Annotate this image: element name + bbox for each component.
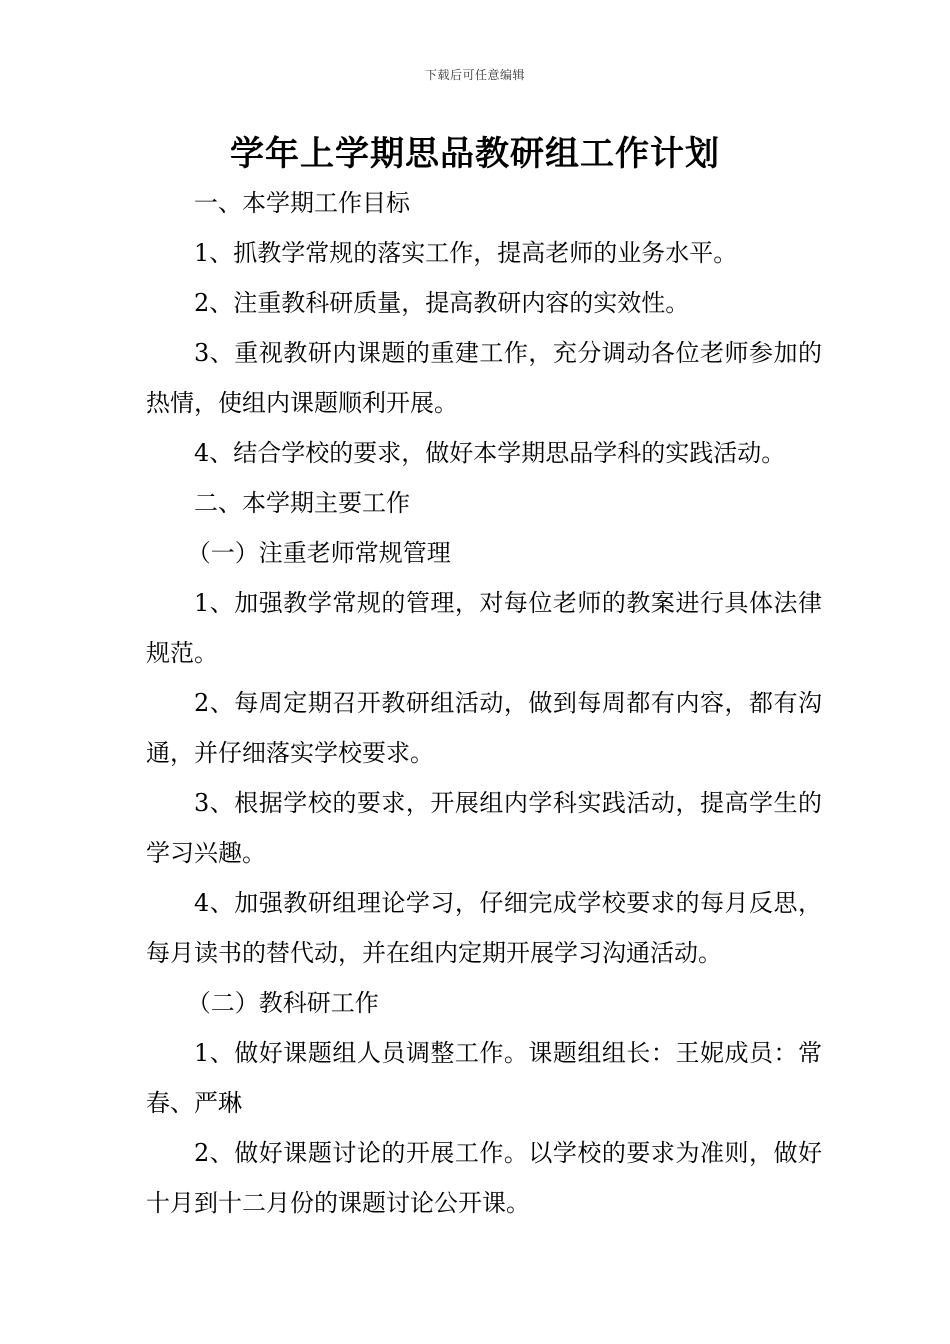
subsection-heading-research: （二）教科研工作 <box>186 989 379 1017</box>
page-header-note: 下载后可任意编辑 <box>424 68 525 82</box>
goal-item-4: 4、结合学校的要求，做好本学期思品学科的实践活动。 <box>194 439 786 467</box>
goal-item-2: 2、注重教科研质量，提高教研内容的实效性。 <box>194 289 690 317</box>
management-item-4: 4、加强教研组理论学习，仔细完成学校要求的每月反思，每月读书的替代动，并在组内定期开展学习沟通活动。 <box>146 889 822 967</box>
section-heading-goals: 一、本学期工作目标 <box>194 189 410 217</box>
management-item-3: 3、根据学校的要求，开展组内学科实践活动，提高学生的学习兴趣。 <box>146 789 822 867</box>
subsection-heading-teacher-management: （一）注重老师常规管理 <box>186 539 451 567</box>
document-body <box>146 178 822 1228</box>
document-title: 学年上学期思品教研组工作计划 <box>230 134 720 174</box>
research-item-1: 1、做好课题组人员调整工作。课题组组长：王妮成员：常春、严琳 <box>146 1039 822 1117</box>
goal-item-1: 1、抓教学常规的落实工作，提高老师的业务水平。 <box>194 239 738 267</box>
management-item-1: 1、加强教学常规的管理，对每位老师的教案进行具体法律规范。 <box>146 589 822 667</box>
goal-item-3: 3、重视教研内课题的重建工作，充分调动各位老师参加的热情，使组内课题顺利开展。 <box>146 339 822 417</box>
research-item-2: 2、做好课题讨论的开展工作。以学校的要求为准则，做好十月到十二月份的课题讨论公开课。 <box>146 1139 822 1217</box>
section-heading-main-work: 二、本学期主要工作 <box>194 489 410 517</box>
management-item-2: 2、每周定期召开教研组活动，做到每周都有内容，都有沟通，并仔细落实学校要求。 <box>146 689 822 767</box>
